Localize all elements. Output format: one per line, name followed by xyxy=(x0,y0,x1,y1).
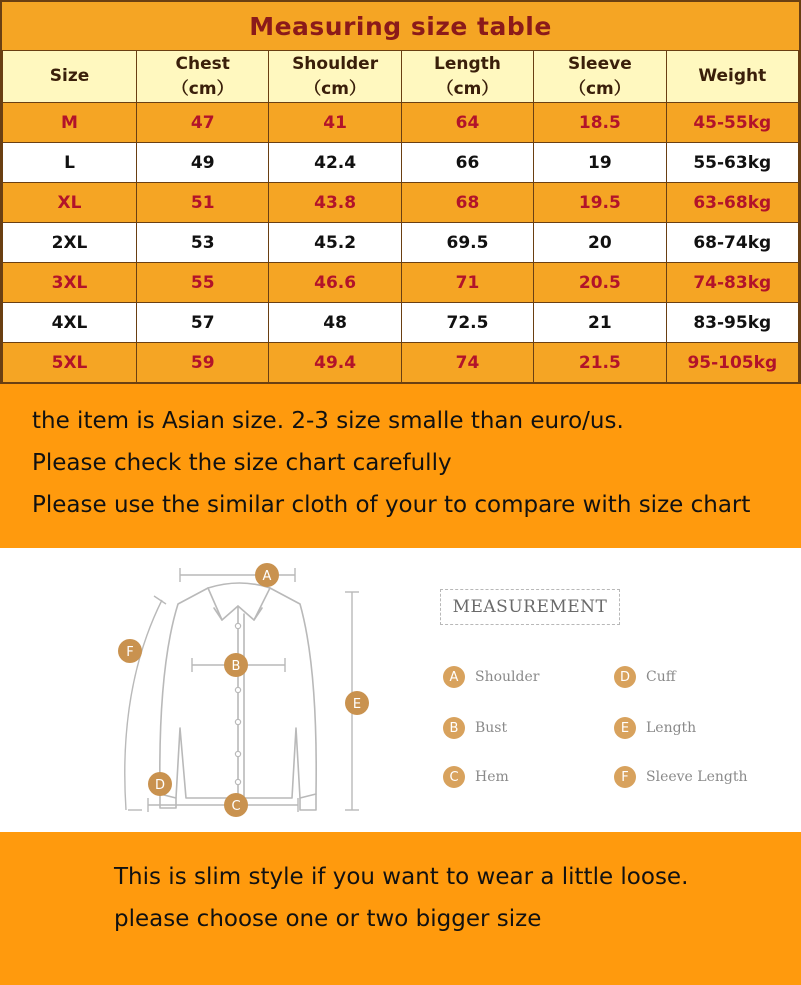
marker-e-icon xyxy=(345,691,369,715)
legend-item-shoulder xyxy=(443,665,539,689)
header-chest: Chest （cm） xyxy=(137,51,269,103)
table-row xyxy=(3,303,799,343)
cell-weight: 68-74kg xyxy=(666,223,798,263)
svg-text:E: E xyxy=(352,697,362,712)
cell-weight: 74-83kg xyxy=(666,263,798,303)
cell-weight: 83-95kg xyxy=(666,303,798,343)
legend-badge-icon: A xyxy=(443,666,465,688)
table-row xyxy=(3,183,799,223)
table-row xyxy=(3,343,799,383)
svg-text:A: A xyxy=(262,569,272,584)
legend-badge-icon: B xyxy=(443,717,465,739)
svg-text:C: C xyxy=(231,799,241,814)
legend-badge-icon: D xyxy=(614,666,636,688)
size-table xyxy=(2,50,799,383)
header-sleeve: Sleeve （cm） xyxy=(534,51,666,103)
cell-chest: 47 xyxy=(137,103,269,143)
cell-shoulder: 42.4 xyxy=(269,143,401,183)
cell-size: L xyxy=(3,143,137,183)
cell-weight: 63-68kg xyxy=(666,183,798,223)
cell-chest: 59 xyxy=(137,343,269,383)
cell-sleeve: 20 xyxy=(534,223,666,263)
legend-item-length xyxy=(614,716,696,740)
cell-sleeve: 18.5 xyxy=(534,103,666,143)
cell-size: 4XL xyxy=(3,303,137,343)
svg-text:B: B xyxy=(231,659,241,674)
cell-length: 66 xyxy=(401,143,533,183)
cell-shoulder: 41 xyxy=(269,103,401,143)
table-row xyxy=(3,143,799,183)
cell-weight: 55-63kg xyxy=(666,143,798,183)
marker-a-icon xyxy=(255,563,279,587)
header-length: Length （cm） xyxy=(401,51,533,103)
cell-chest: 49 xyxy=(137,143,269,183)
svg-text:D: D xyxy=(154,778,166,793)
cell-sleeve: 19.5 xyxy=(534,183,666,223)
svg-text:F: F xyxy=(126,645,134,660)
legend-label: Bust xyxy=(475,720,508,736)
legend-label: Cuff xyxy=(646,669,676,685)
table-row xyxy=(3,223,799,263)
cell-length: 68 xyxy=(401,183,533,223)
cell-shoulder: 46.6 xyxy=(269,263,401,303)
note-slim-style: This is slim style if you want to wear a little loose. xyxy=(114,864,689,890)
shirt-illustration xyxy=(0,548,801,832)
cell-length: 74 xyxy=(401,343,533,383)
marker-d-icon xyxy=(148,772,172,796)
legend-label: Shoulder xyxy=(475,669,540,685)
cell-size: 3XL xyxy=(3,263,137,303)
legend-label: Length xyxy=(646,720,697,736)
cell-weight: 45-55kg xyxy=(666,103,798,143)
note-asian-size: the item is Asian size. 2-3 size smalle than euro/us. xyxy=(32,408,624,434)
marker-f-icon xyxy=(118,639,142,663)
cell-chest: 51 xyxy=(137,183,269,223)
table-row xyxy=(3,103,799,143)
legend-badge-icon: C xyxy=(443,766,465,788)
cell-weight: 95-105kg xyxy=(666,343,798,383)
cell-size: XL xyxy=(3,183,137,223)
cell-shoulder: 48 xyxy=(269,303,401,343)
cell-length: 71 xyxy=(401,263,533,303)
legend-badge-icon: F xyxy=(614,766,636,788)
legend-item-bust xyxy=(443,716,507,740)
cell-length: 64 xyxy=(401,103,533,143)
header-weight: Weight xyxy=(666,51,798,103)
size-note-panel xyxy=(0,384,801,548)
legend-item-cuff xyxy=(614,665,676,689)
cell-size: 5XL xyxy=(3,343,137,383)
cell-chest: 55 xyxy=(137,263,269,303)
marker-b-icon xyxy=(224,653,248,677)
cell-sleeve: 20.5 xyxy=(534,263,666,303)
legend-label: Hem xyxy=(475,769,509,785)
table-row xyxy=(3,263,799,303)
legend-badge-icon: E xyxy=(614,717,636,739)
header-size: Size xyxy=(3,51,137,103)
note-compare-cloth: Please use the similar cloth of your to compare with size chart xyxy=(32,492,751,518)
header-shoulder: Shoulder （cm） xyxy=(269,51,401,103)
fit-note-panel xyxy=(0,832,801,985)
size-table-title: Measuring size table xyxy=(249,11,552,41)
marker-c-icon xyxy=(224,793,248,817)
measurement-diagram xyxy=(0,548,801,832)
cell-sleeve: 21 xyxy=(534,303,666,343)
cell-length: 72.5 xyxy=(401,303,533,343)
legend-item-sleeve-length xyxy=(614,765,748,789)
cell-shoulder: 43.8 xyxy=(269,183,401,223)
table-header-row xyxy=(3,51,799,103)
size-table-panel xyxy=(0,0,801,384)
note-bigger-size: please choose one or two bigger size xyxy=(114,906,542,932)
cell-shoulder: 49.4 xyxy=(269,343,401,383)
cell-length: 69.5 xyxy=(401,223,533,263)
cell-size: M xyxy=(3,103,137,143)
cell-shoulder: 45.2 xyxy=(269,223,401,263)
measurement-title: MEASUREMENT xyxy=(440,589,620,625)
note-check-chart: Please check the size chart carefully xyxy=(32,450,452,476)
cell-sleeve: 19 xyxy=(534,143,666,183)
legend-item-hem xyxy=(443,765,509,789)
cell-sleeve: 21.5 xyxy=(534,343,666,383)
legend-label: Sleeve Length xyxy=(646,769,748,785)
cell-chest: 53 xyxy=(137,223,269,263)
cell-chest: 57 xyxy=(137,303,269,343)
cell-size: 2XL xyxy=(3,223,137,263)
